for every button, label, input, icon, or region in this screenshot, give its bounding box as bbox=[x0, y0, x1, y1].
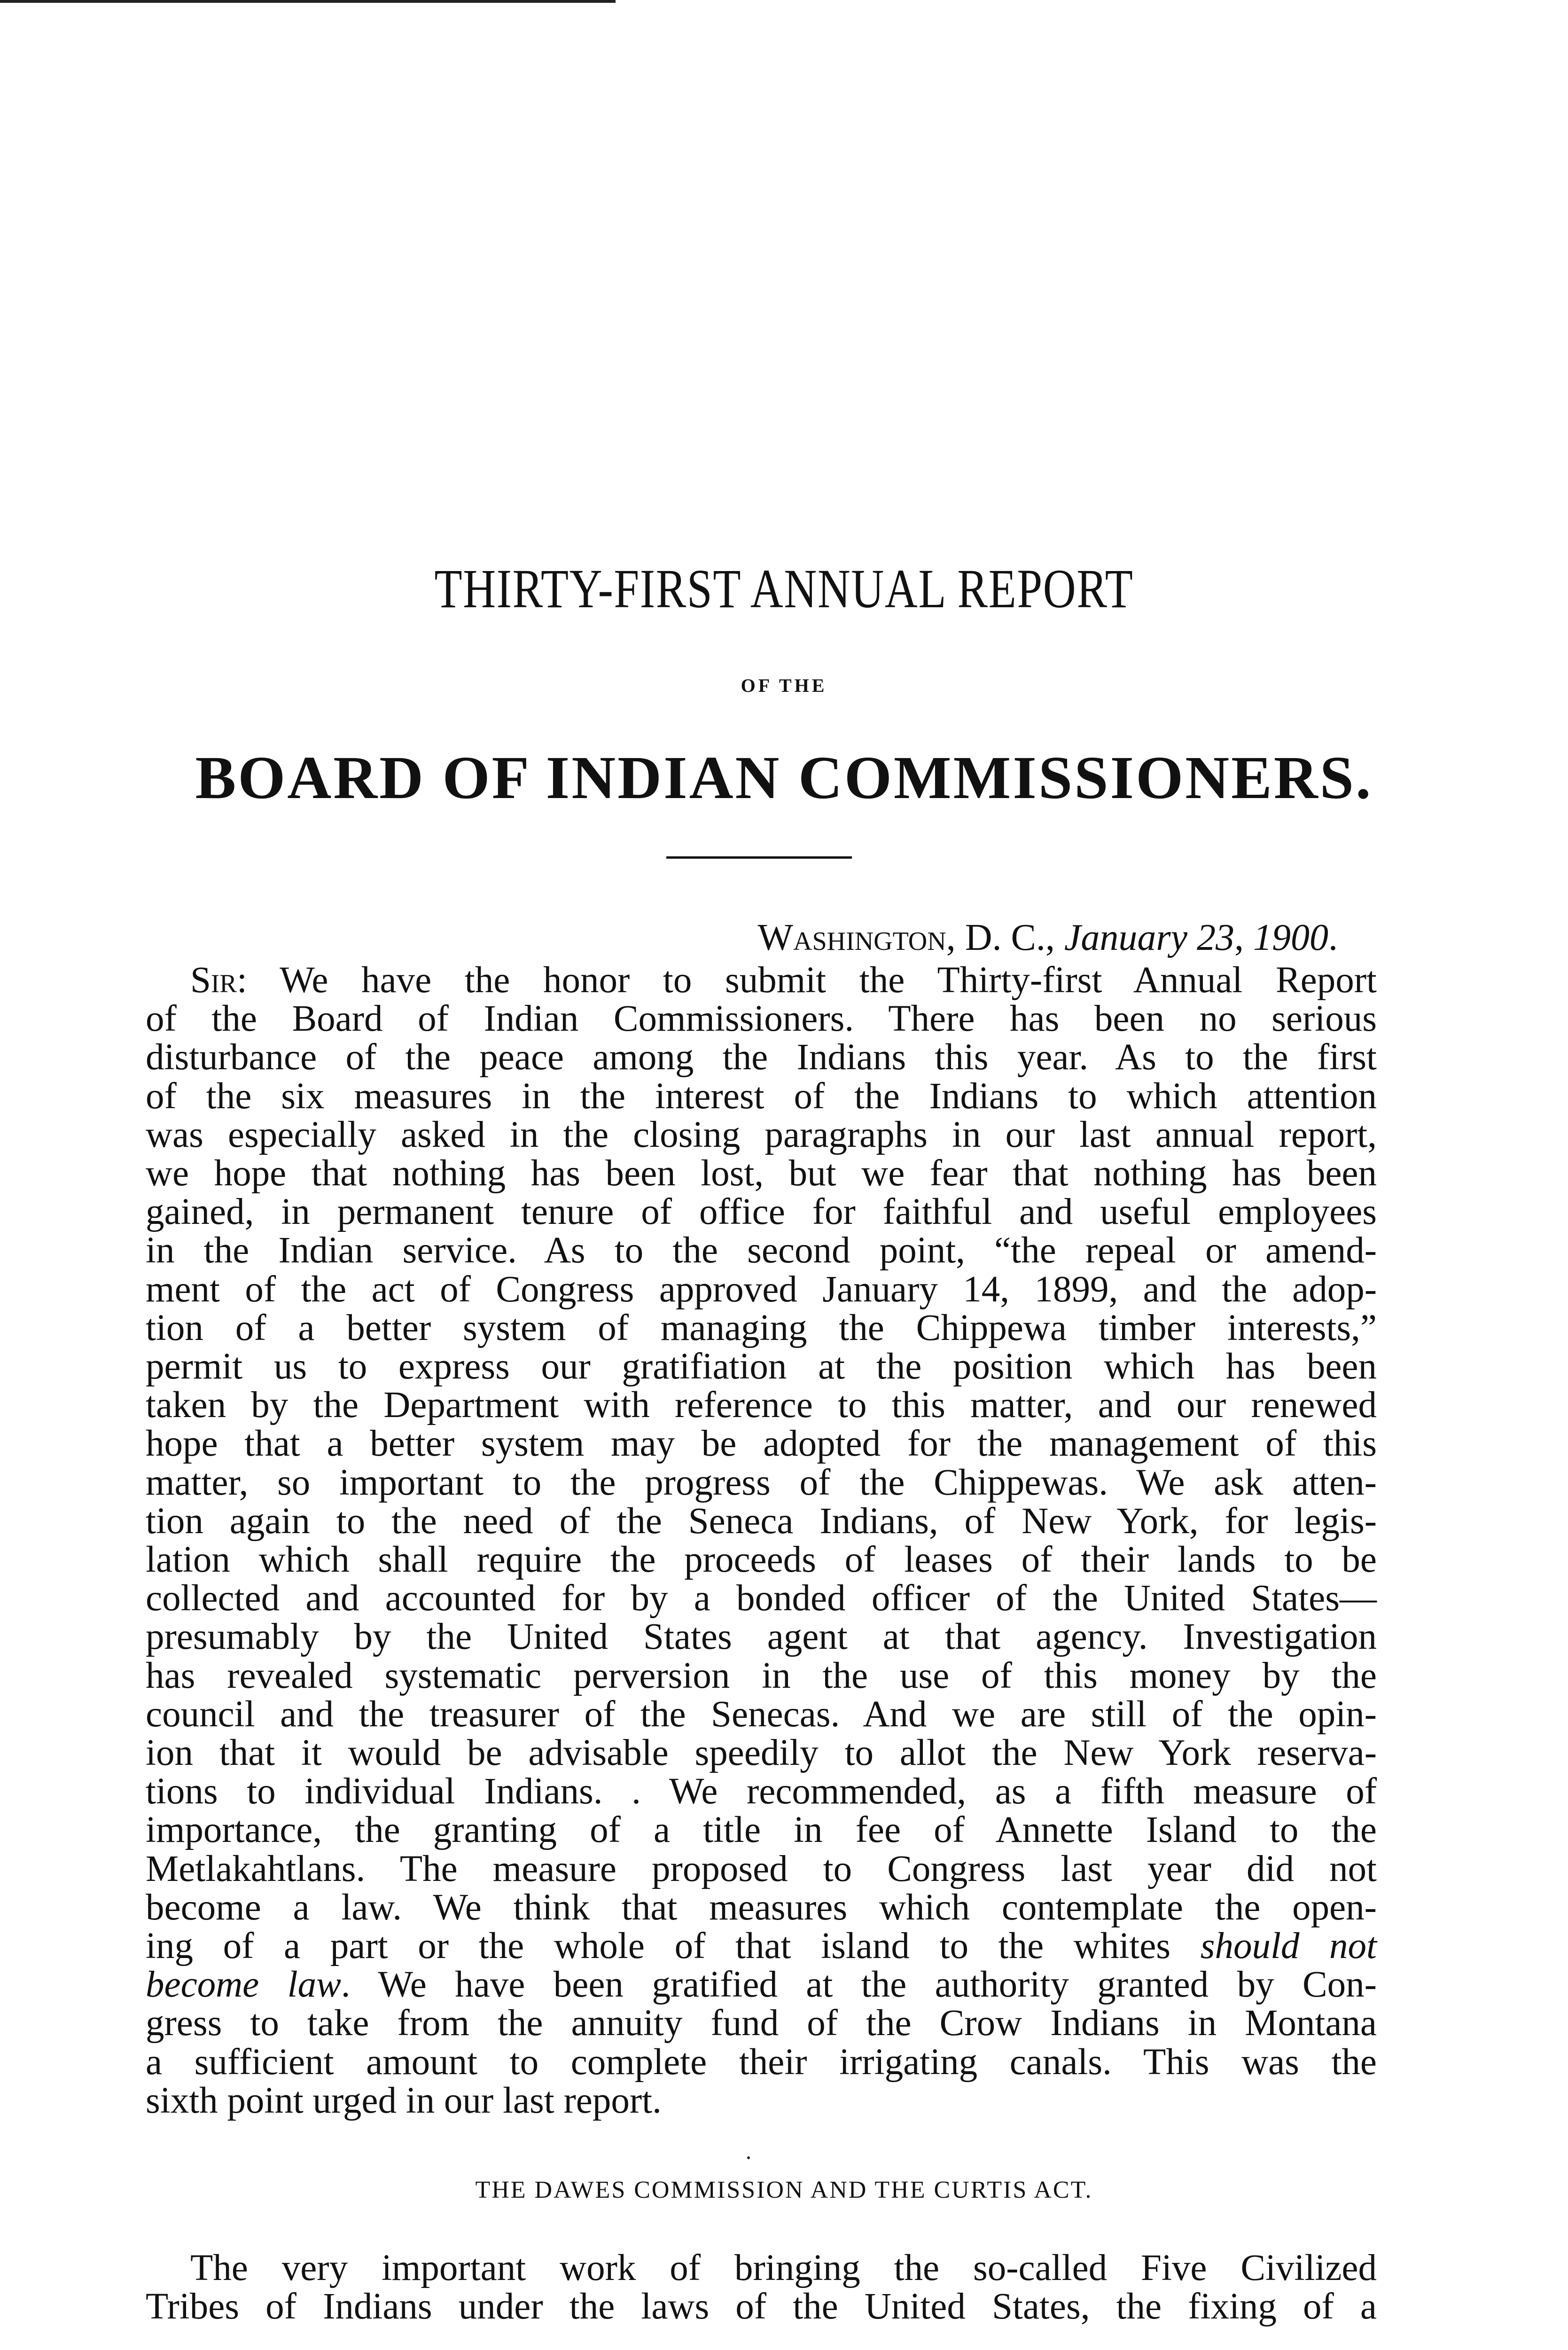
text-line: permit us to express our gratifiation at the position which has been bbox=[146, 1346, 1377, 1387]
text-line: tion of a better system of managing the Chippewa timber interests,” bbox=[146, 1307, 1377, 1348]
text-line: has revealed systematic perversion in the use of this money by the bbox=[146, 1655, 1377, 1696]
text-line: taken by the Department with reference to this matter, and our renewed bbox=[146, 1385, 1377, 1426]
text-line: sixth point urged in our last report. bbox=[146, 2080, 662, 2121]
scan-edge-rule bbox=[0, 0, 616, 3]
text-line: of the six measures in the interest of the Indians to which attention bbox=[146, 1075, 1377, 1117]
salutation: Sir bbox=[190, 960, 237, 1001]
text-line: disturbance of the peace among the Indians this year. As to the first bbox=[146, 1037, 1377, 1078]
text-line: a sufficient amount to complete their irrigating canals. This was the bbox=[146, 2041, 1377, 2083]
text-line: gained, in permanent tenure of office for faithful and useful employees bbox=[146, 1191, 1377, 1233]
text-line: was especially asked in the closing paragraphs in our last annual report, bbox=[146, 1114, 1377, 1155]
text-line: tion again to the need of the Seneca Indians, of New York, for legis- bbox=[146, 1500, 1377, 1542]
text-line: Sir: We have the honor to submit the Thirty-first Annual Report bbox=[190, 960, 1377, 1001]
emphasis-text: should not bbox=[1200, 1926, 1377, 1967]
title-connector: OF THE bbox=[741, 675, 827, 696]
text-line: Tribes of Indians under the laws of the United States, the fixing of a bbox=[146, 2286, 1377, 2327]
dateline-place: Washington bbox=[757, 917, 946, 958]
text-line: of the Board of Indian Commissioners. There has been no serious bbox=[146, 998, 1377, 1040]
section-body bbox=[146, 2249, 1377, 2326]
dateline-date: January 23 bbox=[1064, 917, 1234, 958]
text-line: we hope that nothing has been lost, but we fear that nothing has been bbox=[146, 1153, 1377, 1194]
text-line: tions to individual Indians. . We recommended, as a fifth measure of bbox=[146, 1771, 1377, 1812]
text-line: collected and accounted for by a bonded officer of the United States— bbox=[146, 1578, 1377, 1619]
text-line: matter, so important to the progress of the Chippewas. We ask atten- bbox=[146, 1462, 1377, 1503]
dateline-sep: , bbox=[1234, 917, 1253, 958]
report-title: THIRTY-FIRST ANNUAL REPORT bbox=[434, 558, 1134, 619]
text-line: in the Indian service. As to the second point, “the repeal or amend- bbox=[146, 1230, 1377, 1271]
text-line: become law. We have been gratified at the authority granted by Con- bbox=[146, 1964, 1377, 2005]
board-name-heading: BOARD OF INDIAN COMMISSIONERS. bbox=[195, 744, 1373, 812]
text-line: become a law. We think that measures which contemplate the open- bbox=[146, 1887, 1377, 1928]
text-line: The very important work of bringing the so-called Five Civilized bbox=[190, 2248, 1377, 2288]
dateline-year: 1900 bbox=[1253, 917, 1328, 958]
text-line: gress to take from the annuity fund of the Crow Indians in Montana bbox=[146, 2003, 1377, 2044]
text-line: ing of a part or the whole of that island to the whites should not bbox=[146, 1926, 1377, 1967]
scan-speck bbox=[747, 2156, 750, 2159]
text-line: lation which shall require the proceeds of leases of their lands to be bbox=[146, 1539, 1377, 1581]
emphasis-text: become law bbox=[146, 1964, 341, 2005]
text-line: Metlakahtlans. The measure proposed to Congress last year did not bbox=[146, 1848, 1377, 1889]
dateline-place-rest: , D. C., bbox=[946, 917, 1064, 958]
dateline bbox=[758, 916, 1338, 959]
title-divider bbox=[666, 856, 852, 859]
dateline-end: . bbox=[1328, 917, 1338, 958]
text-line: council and the treasurer of the Senecas. And we are still of the opin- bbox=[146, 1693, 1377, 1735]
text-line: ion that it would be advisable speedily to allot the New York reserva- bbox=[146, 1732, 1377, 1774]
letter-body bbox=[146, 961, 1377, 2120]
text-line: importance, the granting of a title in fee of Annette Island to the bbox=[146, 1810, 1377, 1851]
text-line: hope that a better system may be adopted for the management of this bbox=[146, 1423, 1377, 1465]
text-line: ment of the act of Congress approved January 14, 1899, and the adop- bbox=[146, 1269, 1377, 1310]
text-line: presumably by the United States agent at that agency. Investigation bbox=[146, 1616, 1377, 1658]
section-heading: THE DAWES COMMISSION AND THE CURTIS ACT. bbox=[475, 2177, 1093, 2203]
